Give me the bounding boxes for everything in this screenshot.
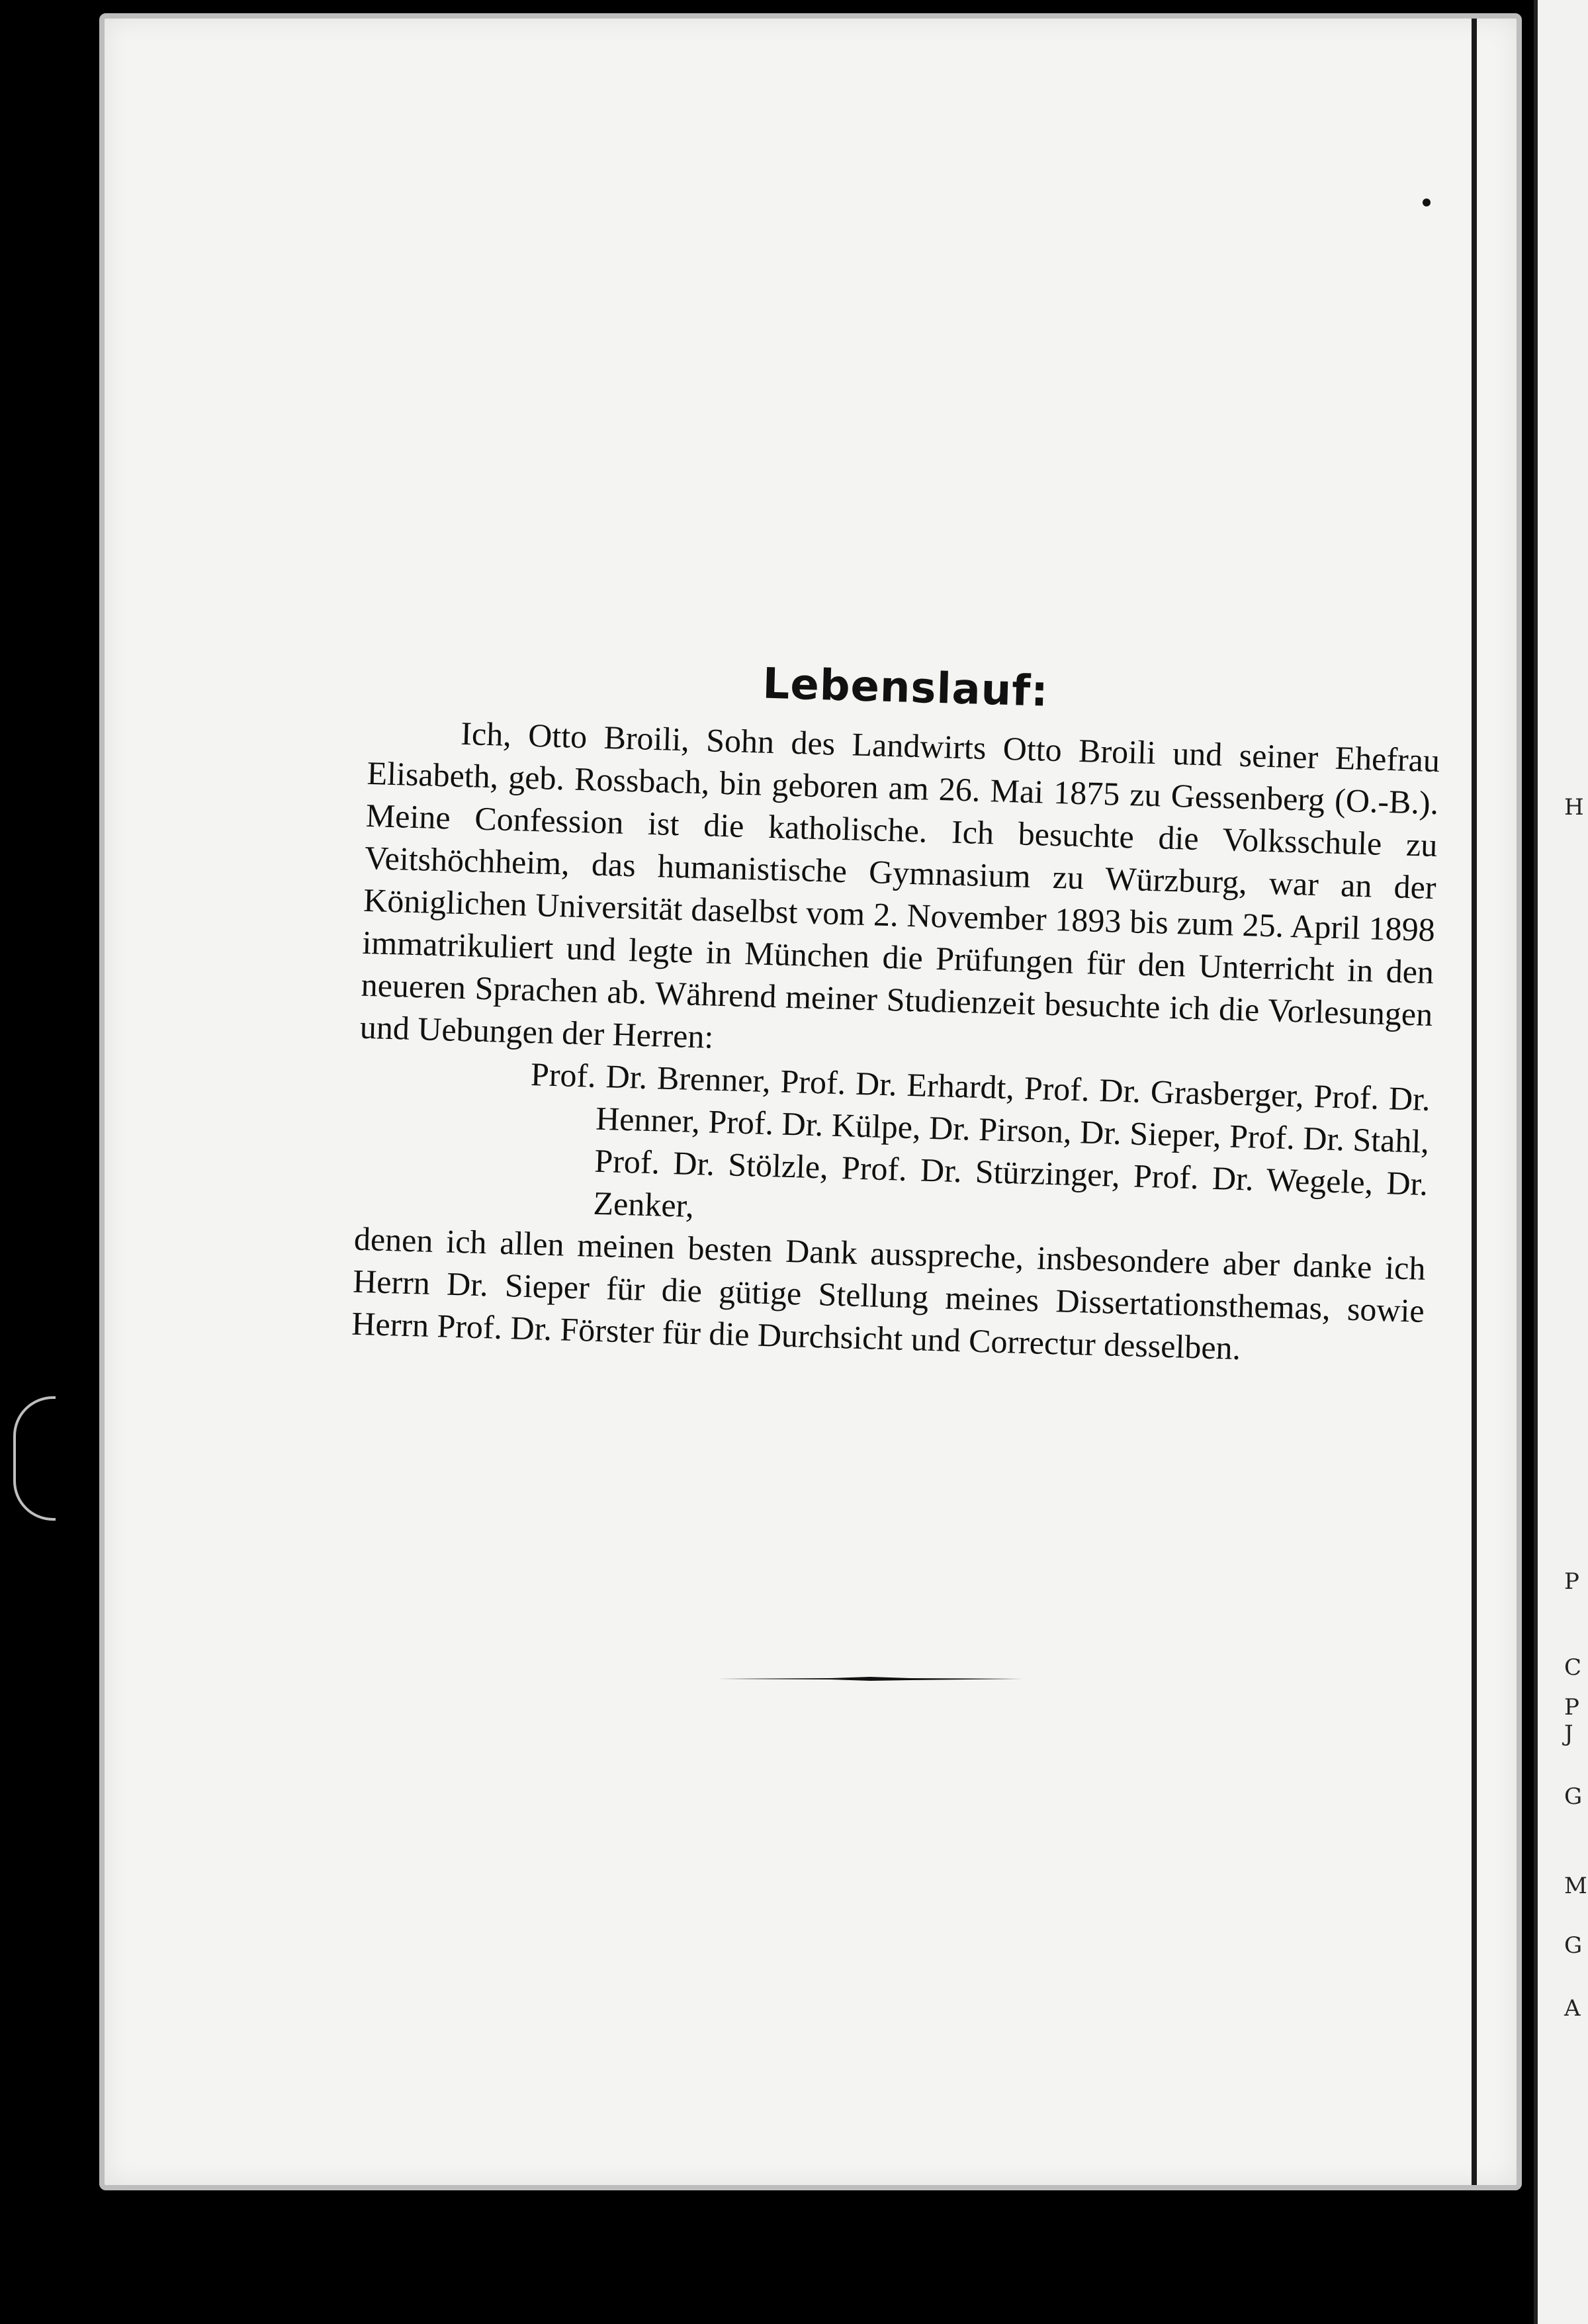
adjacent-page-letter: G	[1564, 1783, 1583, 1810]
cv-paragraph-thanks: denen ich allen meinen besten Dank ausspreche, insbesondere aber danke ich Herrn Dr. Sieper für die gütige Stellung meines Dissertationsthemas, sowie Herrn Prof. Dr. Förster für die Durchsicht und Correctur desselben.	[351, 1220, 1427, 1367]
adjacent-page-letter: M	[1564, 1873, 1587, 1899]
cv-heading: Lebenslauf:	[762, 659, 1049, 717]
adjacent-page-letter: P	[1564, 1694, 1579, 1721]
adjacent-page-letter: C	[1564, 1654, 1582, 1681]
adjacent-page-letter: P	[1564, 1568, 1579, 1595]
adjacent-page-letter: H	[1564, 794, 1584, 821]
page-edge	[1472, 19, 1477, 2185]
adjacent-page-letter: J	[1564, 1721, 1573, 1747]
scan-mark	[13, 1396, 56, 1521]
cv-section	[351, 648, 1442, 1374]
adjacent-page-letter: A	[1564, 1995, 1581, 2022]
teachers-list: Prof. Dr. Brenner, Prof. Dr. Erhardt, Prof. Dr. Grasberger, Prof. Dr. Henner, Prof. Dr. Külpe, Dr. Pirson, Dr. Sieper, Prof. Dr. Stahl, Prof. Dr. Stölzle, Prof. Dr. Stürzinger, Prof. Dr. Wegele, Dr. Zenker,	[530, 1055, 1431, 1224]
cv-paragraph-intro: Ich, Otto Broili, Sohn des Landwirts Otto Broili und seiner Ehefrau Elisabeth, geb. Rossbach, bin geboren am 26. Mai 1875 zu Gessenberg (O.-B.). Meine Confession ist die katholische. Ich besuchte die Volksschule zu Veitshöchheim, das humanistische Gymnasium zu Würzburg, war an der Königlichen Universität daselbst vom 2. November 1893 bis zum 25. April 1898 immatrikuliert und legte in München die Prüfungen für den Unterricht in den neueren Sprachen ab. Während meiner Studienzeit besuchte ich die Vorlesungen und Uebungen der Herren:	[359, 714, 1440, 1055]
cv-body	[351, 709, 1440, 1374]
adjacent-page-edge	[1534, 0, 1588, 2324]
ink-dot	[1423, 199, 1431, 206]
decorative-rule	[718, 1674, 1022, 1683]
adjacent-page-letter: G	[1564, 1932, 1583, 1959]
